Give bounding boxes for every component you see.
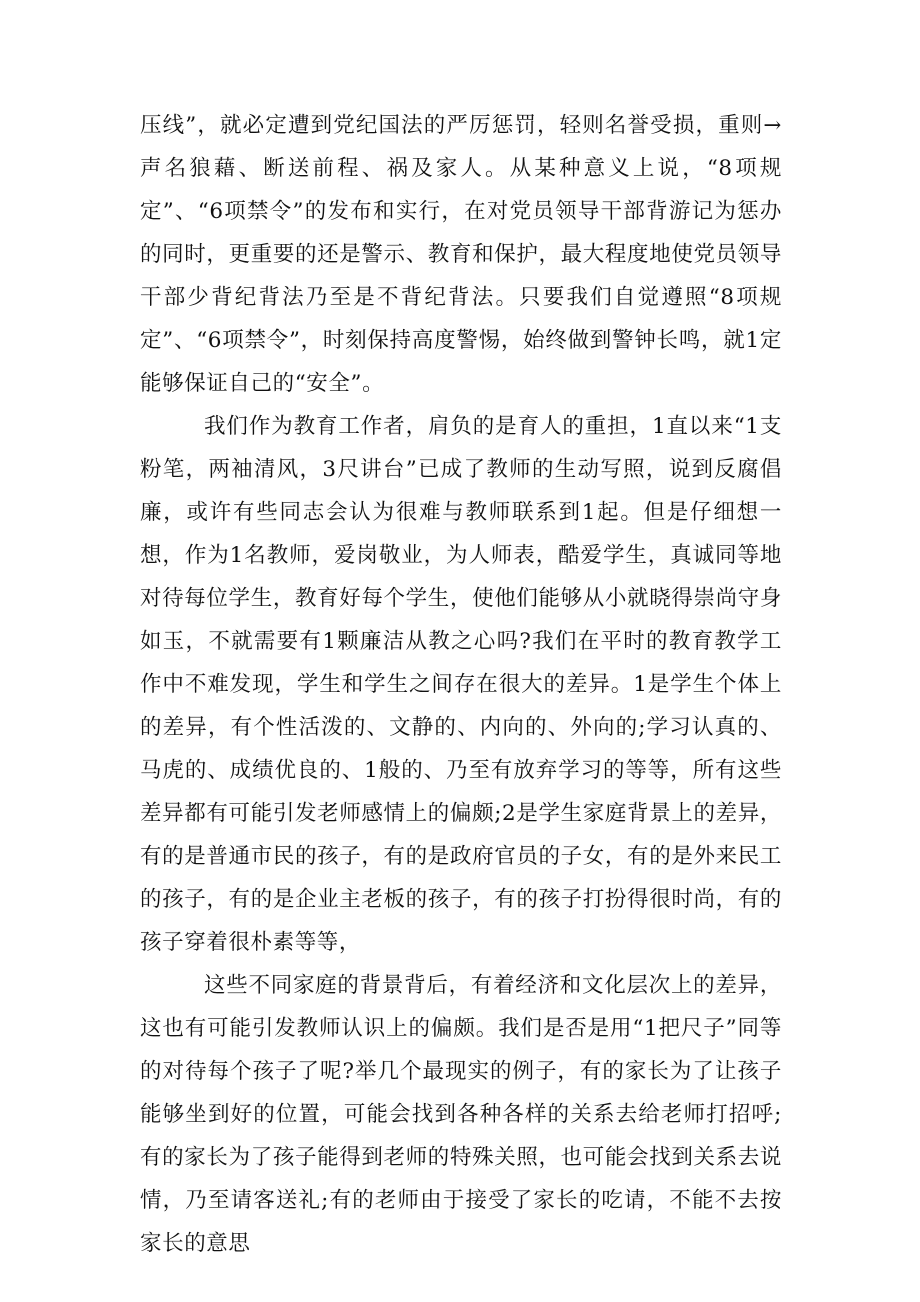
- document-body: [140, 104, 782, 1265]
- paragraph-3: 这些不同家庭的背景背后，有着经济和文化层次上的差异，这也有可能引发教师认识上的偏颇。我们是否是用“1把尺子”同等的对待每个孩子了呢?举几个最现实的例子，有的家长为了让孩子能够坐到好的位置，可能会找到各种各样的关系去给老师打招呼;有的家长为了孩子能得到老师的特殊关照，也可能会找到关系去说情，乃至请客送礼;有的老师由于接受了家长的吃请，不能不去按家长的意思: [140, 973, 782, 1256]
- paragraph-2: 我们作为教育工作者，肩负的是育人的重担，1直以来“1支粉笔，两袖清风，3尺讲台”已成了教师的生动写照，说到反腐倡廉，或许有些同志会认为很难与教师联系到1起。但是仔细想一想，作为1名教师，爱岗敬业，为人师表，酷爱学生，真诚同等地对待每位学生，教育好每个学生，使他们能够从小就晓得崇尚守身如玉，不就需要有1颗廉洁从教之心吗?我们在平时的教育教学工作中不难发现，学生和学生之间存在很大的差异。1是学生个体上的差异，有个性活泼的、文静的、内向的、外向的;学习认真的、马虎的、成绩优良的、1般的、乃至有放弃学习的等等，所有这些差异都有可能引发老师感情上的偏颇;2是学生家庭背景上的差异，有的是普通市民的孩子，有的是政府官员的子女，有的是外来民工的孩子，有的是企业主老板的孩子，有的孩子打扮得很时尚，有的孩子穿着很朴素等等，: [140, 414, 782, 955]
- paragraph-1: 压线”，就必定遭到党纪国法的严厉惩罚，轻则名誉受损，重则→声名狼藉、断送前程、祸及家人。从某种意义上说，“8项规定”、“6项禁令”的发布和实行，在对党员领导干部背游记为惩办的同时，更重要的还是警示、教育和保护，最大程度地使党员领导干部少背纪背法乃至是不背纪背法。只要我们自觉遵照“8项规定”、“6项禁令”，时刻保持高度警惕，始终做到警钟长鸣，就1定能够保证自己的“安全”。: [140, 113, 782, 396]
